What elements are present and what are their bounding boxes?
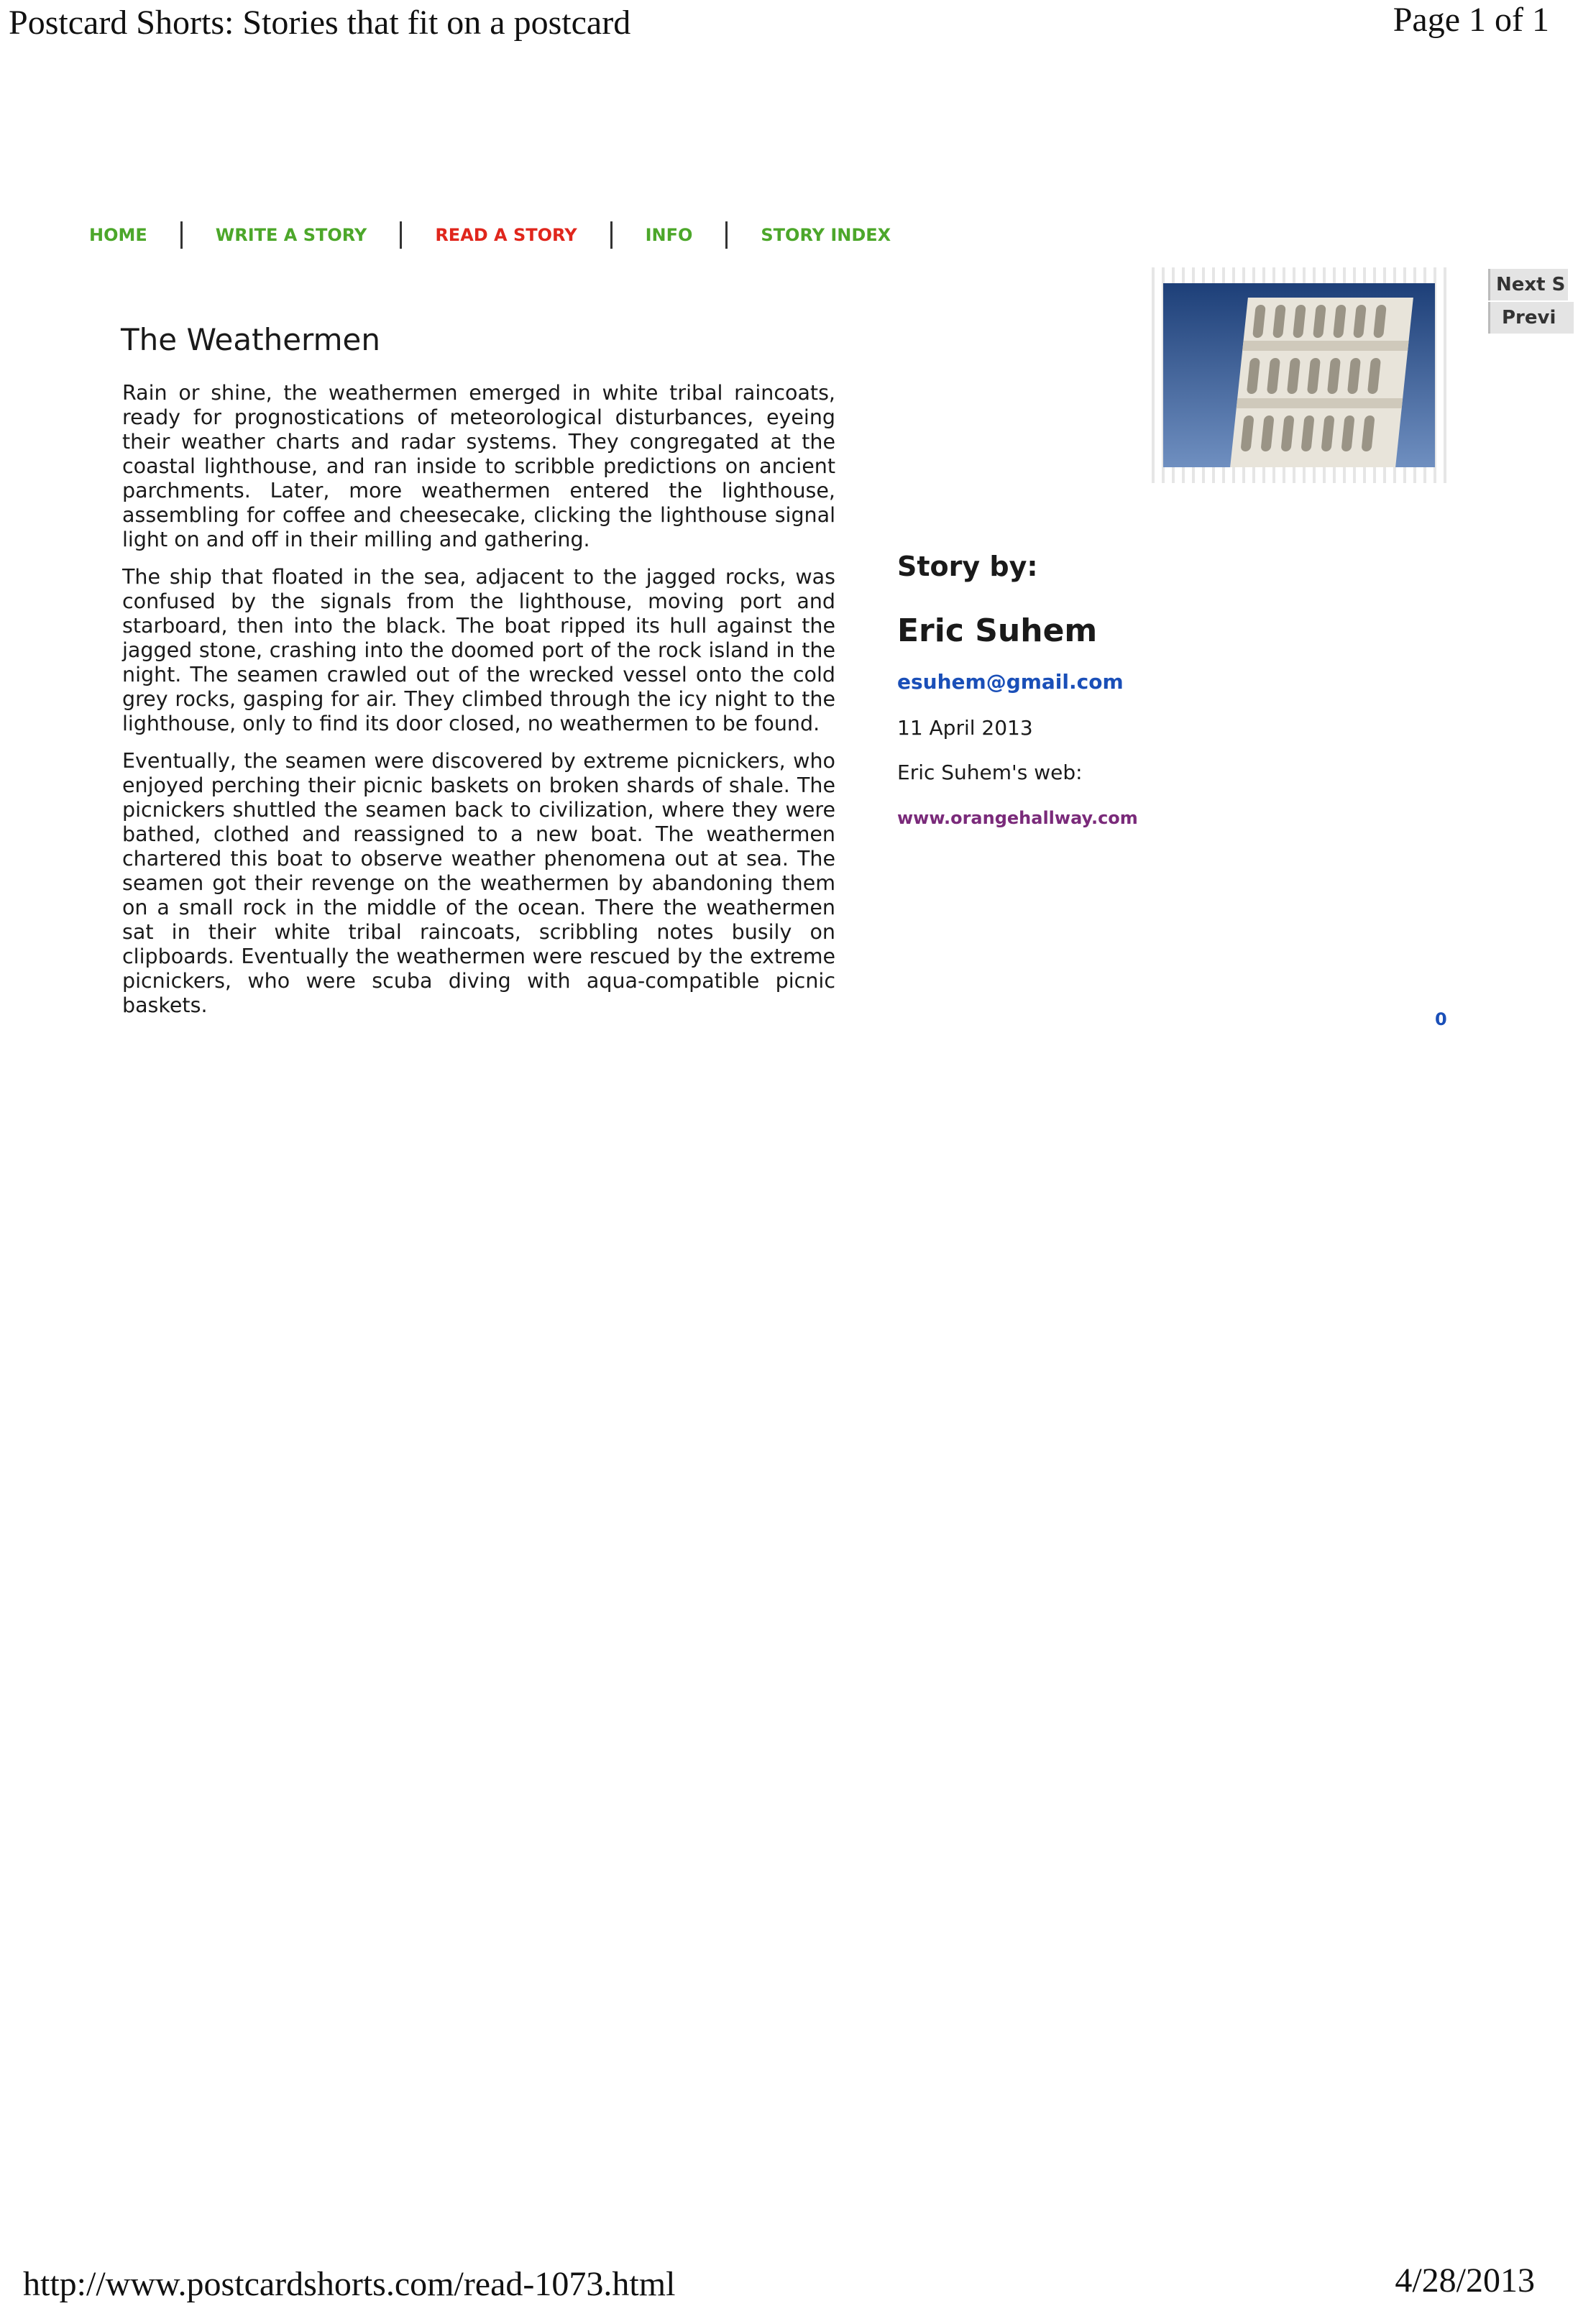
postcard-stamp-image [1144,267,1454,483]
next-story-tab[interactable]: Next S [1488,269,1568,300]
story-paragraph: Rain or shine, the weathermen emerged in white tribal raincoats, ready for prognostications of meteorological disturbances, eyeing their weather charts and radar systems. They congregated at the coastal lighthouse, and ran inside to scribble predictions on ancient parchments. Later, more weathermen entered the lighthouse, assembling for coffee and cheesecake, clicking the lighthouse signal light on and off in their milling and gathering. [122,381,835,551]
view-counter: 0 [1435,1009,1447,1029]
story-title: The Weathermen [121,322,380,357]
nav-separator [400,221,402,249]
story-body [122,381,835,1031]
story-paragraph: The ship that floated in the sea, adjacent to the jagged rocks, was confused by the signals from the lighthouse, moving port and starboard, then into the black. The boat ripped its hull against the jagged stone, crashing into the doomed port of the rock island in the night. The seamen crawled out of the wrecked vessel onto the cold grey rocks, gasping for air. They climbed through the icy night to the lighthouse, only to find its door closed, no weathermen to be found. [122,565,835,735]
print-header-title: Postcard Shorts: Stories that fit on a postcard [9,4,631,42]
print-header-page: Page 1 of 1 [1393,1,1549,39]
story-date: 11 April 2013 [897,716,1033,740]
previous-story-tab[interactable]: Previ [1488,302,1574,334]
nav-read-story[interactable]: READ A STORY [435,225,577,245]
nav-separator [180,221,183,249]
nav-info[interactable]: INFO [645,225,693,245]
nav-home[interactable]: HOME [89,225,147,245]
story-by-label: Story by: [897,551,1038,582]
author-web-label: Eric Suhem's web: [897,761,1083,784]
author-name: Eric Suhem [897,612,1098,649]
nav-separator [610,221,613,249]
nav-write-story[interactable]: WRITE A STORY [215,225,367,245]
author-email-link[interactable]: esuhem@gmail.com [897,670,1124,694]
story-paragraph: Eventually, the seamen were discovered by extreme picnickers, who enjoyed perching their picnic baskets on broken shards of shale. The picnickers shuttled the seamen back to civilization, where they were bathed, clothed and reassigned to a new boat. The weathermen chartered this boat to observe weather phenomena out at sea. The seamen got their revenge on the weathermen by abandoning them on a small rock in the middle of the ocean. There the weathermen sat in their white tribal raincoats, scribbling notes busily on clipboards. Eventually the weathermen were rescued by the extreme picnickers, who were scuba diving with aqua-compatible picnic baskets. [122,749,835,1017]
main-nav [89,221,891,249]
author-web-link[interactable]: www.orangehallway.com [897,808,1138,828]
print-footer-date: 4/28/2013 [1395,2261,1535,2300]
print-footer-url: http://www.postcardshorts.com/read-1073.html [23,2265,676,2303]
nav-separator [725,221,728,249]
nav-story-index[interactable]: STORY INDEX [761,225,891,245]
leaning-tower-icon [1163,283,1435,467]
